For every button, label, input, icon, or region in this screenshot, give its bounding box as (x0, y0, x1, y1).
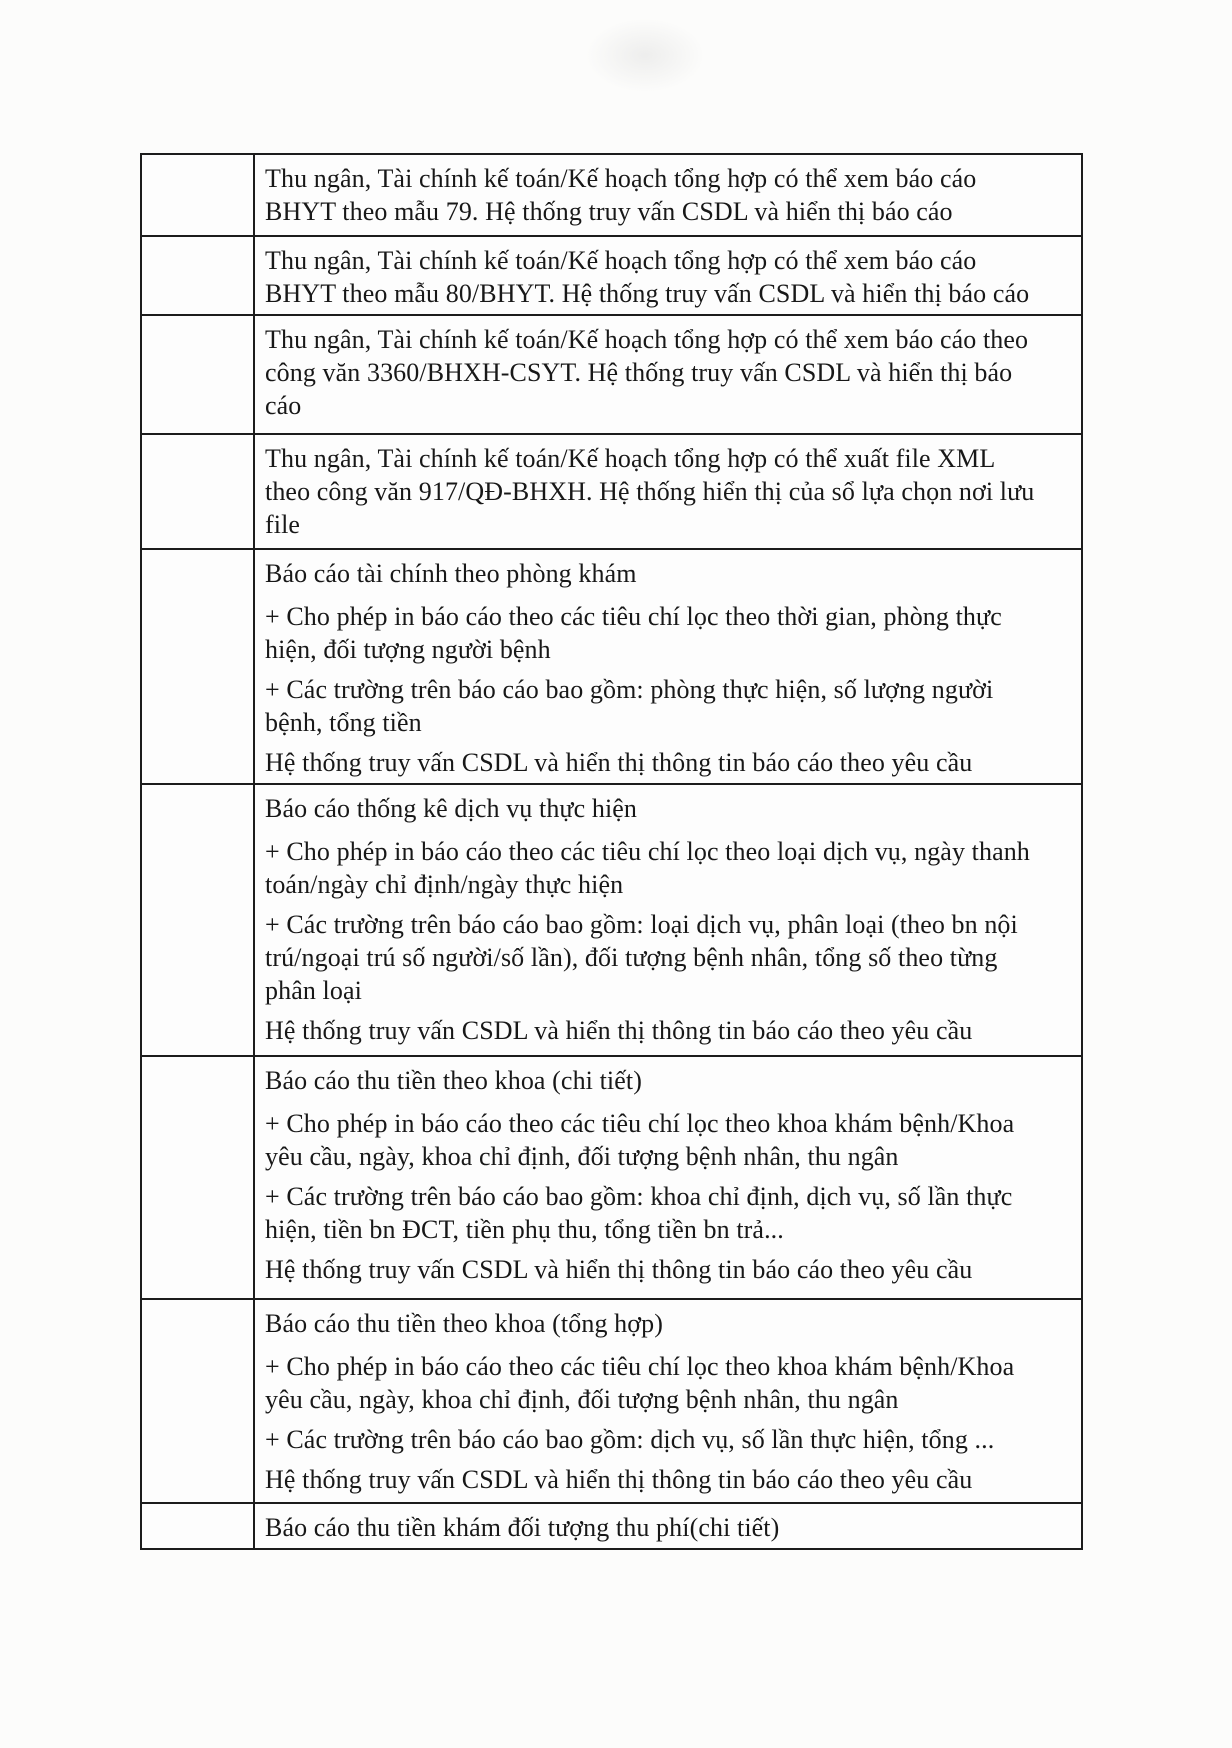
text-line: + Cho phép in báo cáo theo các tiêu chí lọc theo thời gian, phòng thực (265, 602, 1002, 631)
report-title-paragraph (265, 1307, 1075, 1340)
system-result-paragraph (265, 746, 1075, 779)
description-paragraph (265, 442, 1075, 541)
feature-bullet-paragraph (265, 1350, 1075, 1416)
text-line: cáo (265, 391, 302, 420)
row-description-cell (255, 785, 1081, 1055)
text-line: Hệ thống truy vấn CSDL và hiển thị thông tin báo cáo theo yêu cầu (265, 1465, 973, 1494)
text-line: Hệ thống truy vấn CSDL và hiển thị thông tin báo cáo theo yêu cầu (265, 1016, 973, 1045)
table-row (142, 1298, 1081, 1502)
text-line: BHYT theo mẫu 79. Hệ thống truy vấn CSDL và hiển thị báo cáo (265, 197, 953, 226)
table-row (142, 783, 1081, 1055)
text-line: + Cho phép in báo cáo theo các tiêu chí lọc theo khoa khám bệnh/Khoa (265, 1109, 1015, 1138)
row-description-cell (255, 155, 1081, 235)
text-line: phân loại (265, 976, 362, 1005)
row-number-cell (142, 237, 255, 314)
row-number-cell (142, 435, 255, 548)
row-description-cell (255, 1300, 1081, 1502)
table-row (142, 548, 1081, 783)
system-result-paragraph (265, 1463, 1075, 1496)
text-line: Thu ngân, Tài chính kế toán/Kế hoạch tổng hợp có thể xem báo cáo theo (265, 325, 1029, 354)
row-number-cell (142, 1057, 255, 1298)
feature-bullet-paragraph (265, 835, 1075, 901)
row-number-cell (142, 785, 255, 1055)
feature-bullet-paragraph (265, 1180, 1075, 1246)
row-number-cell (142, 316, 255, 433)
text-line: + Các trường trên báo cáo bao gồm: phòng thực hiện, số lượng người (265, 675, 994, 704)
feature-bullet-paragraph (265, 600, 1075, 666)
row-description-cell (255, 237, 1081, 314)
feature-bullet-paragraph (265, 1107, 1075, 1173)
table-row (142, 1055, 1081, 1298)
feature-bullet-paragraph (265, 673, 1075, 739)
text-line: Báo cáo thu tiền theo khoa (tổng hợp) (265, 1309, 663, 1338)
text-line: hiện, tiền bn ĐCT, tiền phụ thu, tổng tiền bn trả... (265, 1215, 784, 1244)
text-line: toán/ngày chỉ định/ngày thực hiện (265, 870, 624, 899)
text-line: Hệ thống truy vấn CSDL và hiển thị thông tin báo cáo theo yêu cầu (265, 748, 973, 777)
text-line: yêu cầu, ngày, khoa chỉ định, đối tượng bệnh nhân, thu ngân (265, 1142, 899, 1171)
text-line: + Cho phép in báo cáo theo các tiêu chí lọc theo khoa khám bệnh/Khoa (265, 1352, 1015, 1381)
feature-bullet-paragraph (265, 1423, 1075, 1456)
row-description-cell (255, 1504, 1081, 1548)
system-result-paragraph (265, 1253, 1075, 1286)
row-number-cell (142, 1504, 255, 1548)
text-line: Báo cáo tài chính theo phòng khám (265, 559, 637, 588)
requirements-table (140, 153, 1083, 1550)
text-line: Thu ngân, Tài chính kế toán/Kế hoạch tổng hợp có thể xem báo cáo (265, 246, 977, 275)
text-line: + Cho phép in báo cáo theo các tiêu chí lọc theo loại dịch vụ, ngày thanh (265, 837, 1030, 866)
text-line: theo công văn 917/QĐ-BHXH. Hệ thống hiển thị của sổ lựa chọn nơi lưu (265, 477, 1035, 506)
table-row (142, 235, 1081, 314)
text-line: + Các trường trên báo cáo bao gồm: dịch vụ, số lần thực hiện, tổng ... (265, 1425, 995, 1454)
text-line: + Các trường trên báo cáo bao gồm: khoa chỉ định, dịch vụ, số lần thực (265, 1182, 1013, 1211)
text-line: Thu ngân, Tài chính kế toán/Kế hoạch tổng hợp có thể xuất file XML (265, 444, 996, 473)
row-description-cell (255, 435, 1081, 548)
description-paragraph (265, 323, 1075, 422)
row-number-cell (142, 155, 255, 235)
text-line: Hệ thống truy vấn CSDL và hiển thị thông tin báo cáo theo yêu cầu (265, 1255, 973, 1284)
row-description-cell (255, 550, 1081, 783)
row-number-cell (142, 1300, 255, 1502)
text-line: BHYT theo mẫu 80/BHYT. Hệ thống truy vấn CSDL và hiển thị báo cáo (265, 279, 1030, 308)
text-line: Báo cáo thu tiền khám đối tượng thu phí(chi tiết) (265, 1513, 780, 1542)
table-row (142, 433, 1081, 548)
text-line: yêu cầu, ngày, khoa chỉ định, đối tượng bệnh nhân, thu ngân (265, 1385, 899, 1414)
table-row (142, 314, 1081, 433)
table-row (142, 155, 1081, 235)
text-line: Thu ngân, Tài chính kế toán/Kế hoạch tổng hợp có thể xem báo cáo (265, 164, 977, 193)
row-description-cell (255, 1057, 1081, 1298)
system-result-paragraph (265, 1014, 1075, 1047)
text-line: file (265, 510, 301, 539)
text-line: bệnh, tổng tiền (265, 708, 422, 737)
report-title-paragraph (265, 792, 1075, 825)
text-line: công văn 3360/BHXH-CSYT. Hệ thống truy vấn CSDL và hiển thị báo (265, 358, 1013, 387)
text-line: hiện, đối tượng người bệnh (265, 635, 551, 664)
description-paragraph (265, 244, 1075, 310)
feature-bullet-paragraph (265, 908, 1075, 1007)
text-line: Báo cáo thu tiền theo khoa (chi tiết) (265, 1066, 642, 1095)
report-title-paragraph (265, 1064, 1075, 1097)
scan-artifact (585, 18, 705, 93)
text-line: Báo cáo thống kê dịch vụ thực hiện (265, 794, 638, 823)
text-line: trú/ngoại trú số người/số lần), đối tượng bệnh nhân, tổng số theo từng (265, 943, 998, 972)
row-description-cell (255, 316, 1081, 433)
text-line: + Các trường trên báo cáo bao gồm: loại dịch vụ, phân loại (theo bn nội (265, 910, 1018, 939)
table-row (142, 1502, 1081, 1548)
report-title-paragraph (265, 1511, 1075, 1544)
description-paragraph (265, 162, 1075, 228)
row-number-cell (142, 550, 255, 783)
report-title-paragraph (265, 557, 1075, 590)
